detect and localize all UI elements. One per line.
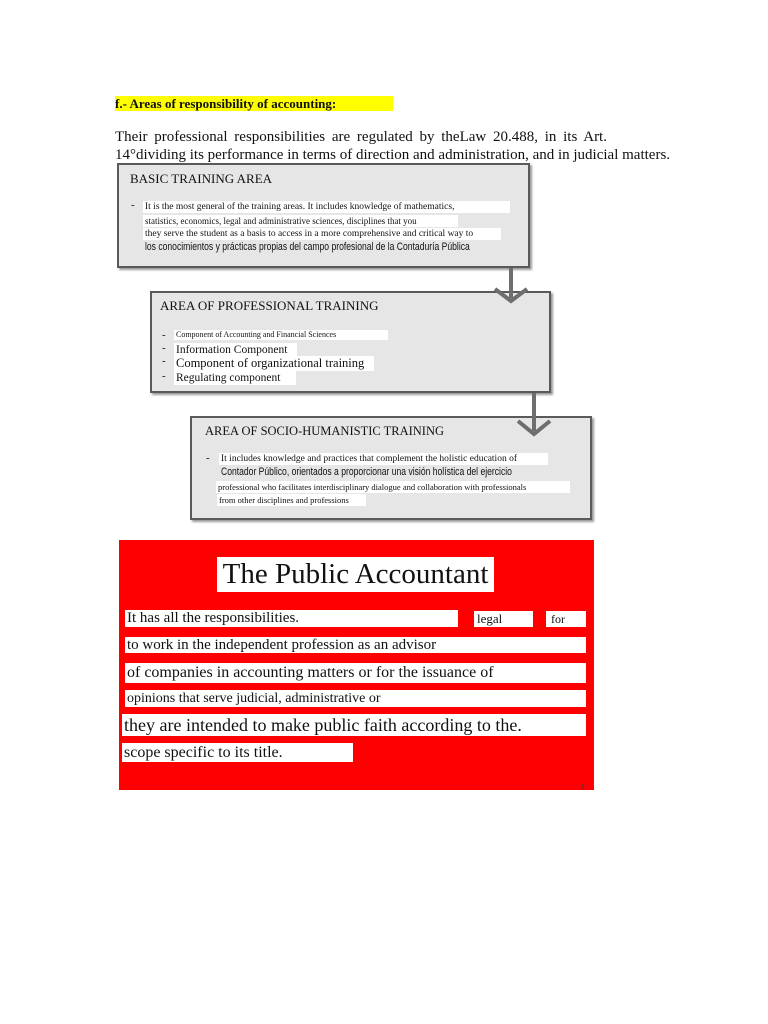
basic-training-line: statistics, economics, legal and administrative sciences, disciplines that you [143,215,458,227]
public-accountant-title: The Public Accountant [217,557,494,592]
basic-training-title: BASIC TRAINING AREA [130,171,273,186]
chevron-down-arrow-icon [514,391,556,439]
public-accountant-line: to work in the independent profession as an advisor [125,637,586,653]
bullet-dash: - [162,370,166,382]
basic-training-line: It is the most general of the training areas. It includes knowledge of mathematics, [143,201,510,213]
public-accountant-line: they are intended to make public faith according to the. [122,714,586,736]
socio-humanistic-line-spanish-text: Contador Público, orientados a proporcionar una visión holística del ejercicio [221,466,512,478]
intro-line-2: 14°dividing its performance in terms of direction and administration, and in judicial matters. [115,147,671,163]
public-accountant-word-legal: legal [474,611,533,627]
bullet-dash: - [162,329,166,341]
basic-training-line-spanish [145,241,561,254]
basic-training-box [117,163,530,268]
bullet-dash: - [162,342,166,354]
professional-training-item: Regulating component [174,371,296,385]
public-accountant-line: of companies in accounting matters or for the issuance of [125,663,586,683]
public-accountant-word-for: for [546,611,586,627]
section-heading-text: f.- Areas of responsibility of accounting: [115,96,337,111]
socio-humanistic-line-spanish [221,466,594,479]
public-accountant-panel [119,540,594,790]
professional-training-title: AREA OF PROFESSIONAL TRAINING [160,298,379,313]
professional-training-item: Component of Accounting and Financial Sciences [174,330,388,340]
socio-humanistic-training-title: AREA OF SOCIO-HUMANISTIC TRAINING [205,424,445,438]
socio-humanistic-line: professional who facilitates interdisciplinary dialogue and collaboration with professionals [216,481,570,493]
public-accountant-line: It has all the responsibilities. [125,610,458,627]
public-accountant-line: opinions that serve judicial, administrative or [125,690,586,707]
basic-training-line-spanish-text: los conocimientos y prácticas propias del campo profesional de la Contaduría Pública [145,241,470,253]
page-number: 1 [581,783,585,791]
chevron-down-arrow-icon [490,266,532,306]
professional-training-item: Information Component [174,343,297,357]
professional-training-box [150,291,551,393]
intro-line-1: Their professional responsibilities are regulated by theLaw 20.488, in its Art. [115,129,607,145]
basic-training-line: they serve the student as a basis to access in a more comprehensive and critical way to [143,228,501,240]
socio-humanistic-line: It includes knowledge and practices that complement the holistic education of [219,453,548,465]
professional-training-item: Component of organizational training [174,356,374,371]
bullet-dash: - [131,199,135,211]
bullet-dash: - [206,452,210,464]
public-accountant-line: scope specific to its title. [122,743,353,762]
socio-humanistic-line: from other disciplines and professions [217,494,366,506]
bullet-dash: - [162,355,166,367]
section-heading [115,96,393,111]
